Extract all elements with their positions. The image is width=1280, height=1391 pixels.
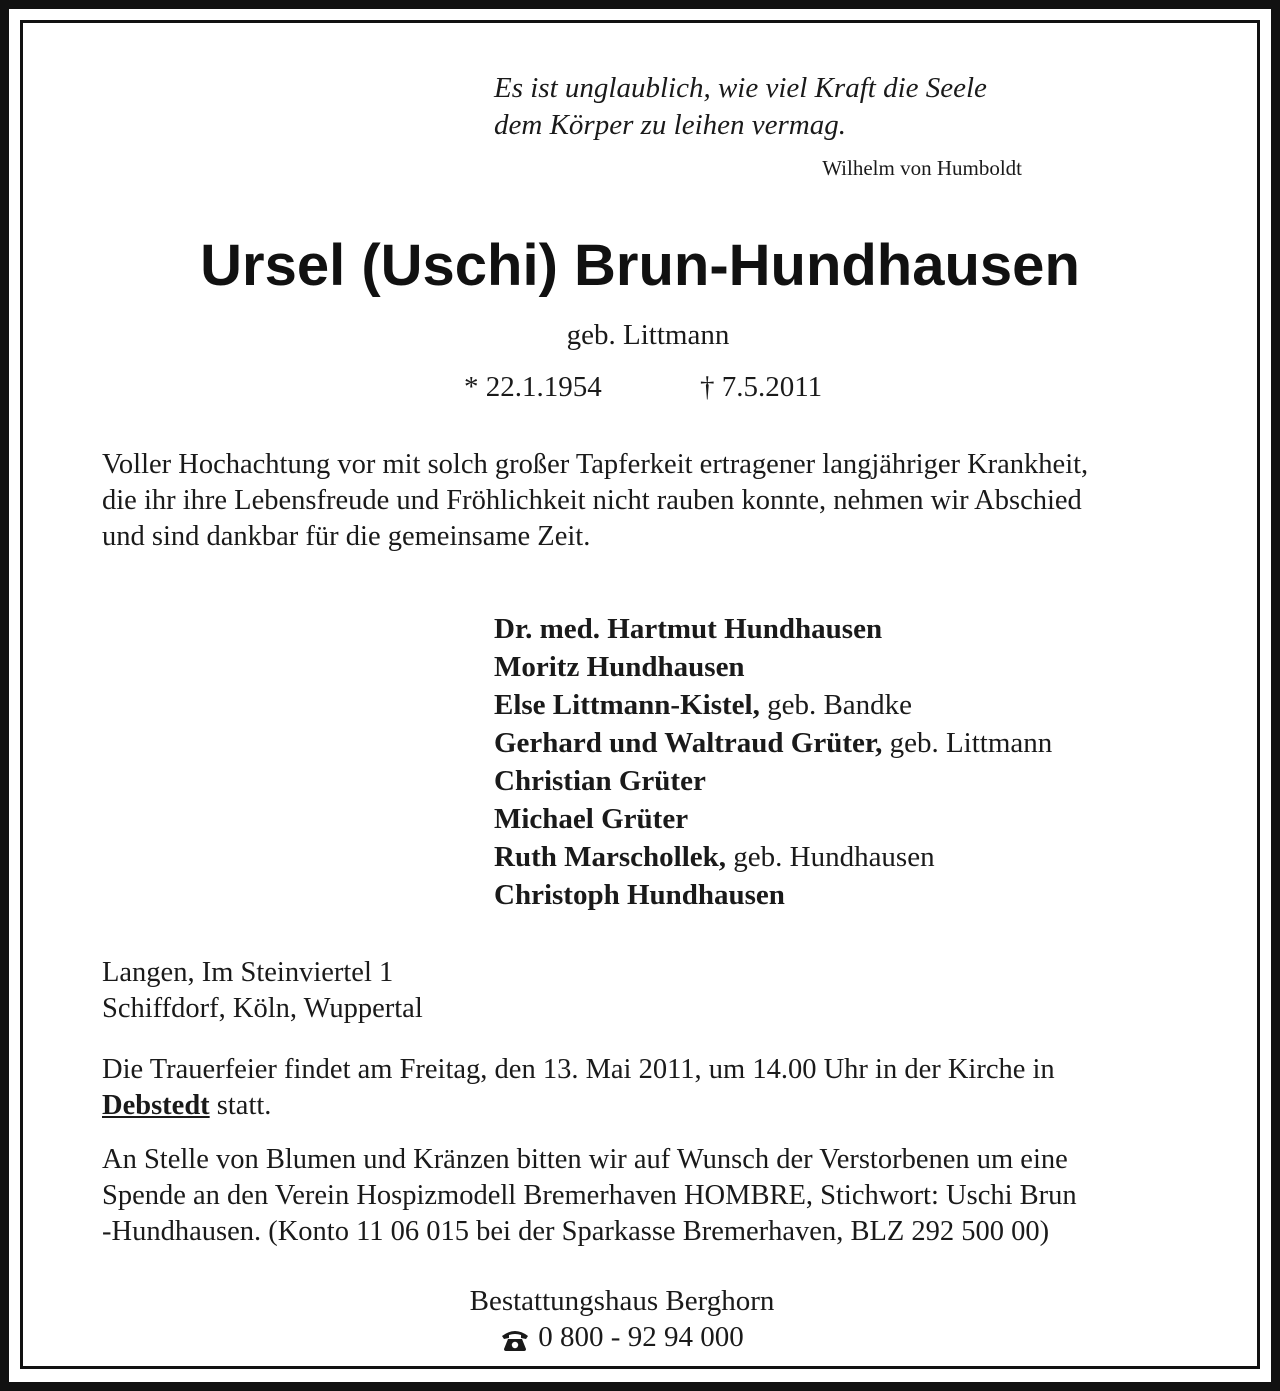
mourner-row	[494, 838, 1052, 876]
birth-date: * 22.1.1954	[464, 371, 602, 403]
intro-line-1: Voller Hochachtung vor mit solch großer Tapferkeit ertragener langjähriger Krankheit,	[102, 449, 1089, 480]
ceremony-line-2	[102, 1088, 1182, 1124]
birth-name: geb. Littmann	[566, 319, 730, 351]
epigraph-quote	[494, 70, 987, 144]
mourner-row	[494, 800, 1052, 838]
intro-line-2: die ihr ihre Lebensfreude und Fröhlichkeit nicht rauben konnte, nehmen wir Abschied	[102, 485, 1082, 516]
phone-line	[500, 1319, 743, 1355]
mourner-name: Else Littmann-Kistel,	[494, 689, 760, 721]
intro-paragraph	[102, 447, 1182, 555]
ceremony-place: Debstedt	[102, 1090, 210, 1121]
undertaker-phone: 0 800 - 92 94 000	[538, 1321, 744, 1353]
mourner-suffix: geb. Littmann	[882, 727, 1053, 759]
undertaker-phone-row	[0, 1319, 1244, 1361]
mourner-suffix: geb. Hundhausen	[726, 841, 935, 873]
mourner-name: Dr. med. Hartmut Hundhausen	[494, 613, 883, 645]
deceased-name: Ursel (Uschi) Brun-Hundhausen	[200, 233, 1080, 298]
address-line-1: Langen, Im Steinviertel 1	[102, 957, 394, 988]
mourner-row	[494, 762, 1052, 800]
quote-line-1: Es ist unglaublich, wie viel Kraft die Seele	[494, 72, 987, 104]
donation-line-3: -Hundhausen. (Konto 11 06 015 bei der Sparkasse Bremerhaven, BLZ 292 500 00)	[102, 1216, 1050, 1247]
ceremony-after-place: statt.	[209, 1090, 272, 1121]
mourner-name: Ruth Marschollek,	[494, 841, 726, 873]
death-date: † 7.5.2011	[700, 371, 823, 403]
quote-author: Wilhelm von Humboldt	[822, 156, 1022, 180]
address-block	[102, 955, 1182, 1027]
intro-line-3: und sind dankbar für die gemeinsame Zeit.	[102, 521, 591, 552]
ceremony-line-1: Die Trauerfeier findet am Freitag, den 13. Mai 2011, um 14.00 Uhr in der Kirche in	[102, 1054, 1055, 1085]
mourner-row	[494, 648, 1052, 686]
ceremony-paragraph	[102, 1052, 1182, 1124]
undertaker-name: Bestattungshaus Berghorn	[469, 1285, 775, 1317]
donation-paragraph	[102, 1142, 1182, 1250]
undertaker-block	[0, 1283, 1280, 1361]
mourner-name: Gerhard und Waltraud Grüter,	[494, 727, 883, 759]
mourner-suffix: geb. Bandke	[759, 689, 913, 721]
mourner-name: Christian Grüter	[494, 765, 706, 797]
address-line-2: Schiffdorf, Köln, Wuppertal	[102, 993, 423, 1024]
donation-line-1: An Stelle von Blumen und Kränzen bitten wir auf Wunsch der Verstorbenen um eine	[102, 1144, 1068, 1175]
mourners-list	[494, 610, 1052, 914]
donation-line-2: Spende an den Verein Hospizmodell Bremerhaven HOMBRE, Stichwort: Uschi Brun	[102, 1180, 1077, 1211]
quote-line-2: dem Körper zu leihen vermag.	[494, 109, 846, 141]
mourner-row	[494, 876, 1052, 914]
mourner-name: Christoph Hundhausen	[494, 879, 785, 911]
telephone-icon	[500, 1325, 530, 1349]
mourner-row	[494, 724, 1052, 762]
mourner-name: Moritz Hundhausen	[494, 651, 745, 683]
mourner-row	[494, 610, 1052, 648]
mourner-name: Michael Grüter	[494, 803, 689, 835]
mourner-row	[494, 686, 1052, 724]
